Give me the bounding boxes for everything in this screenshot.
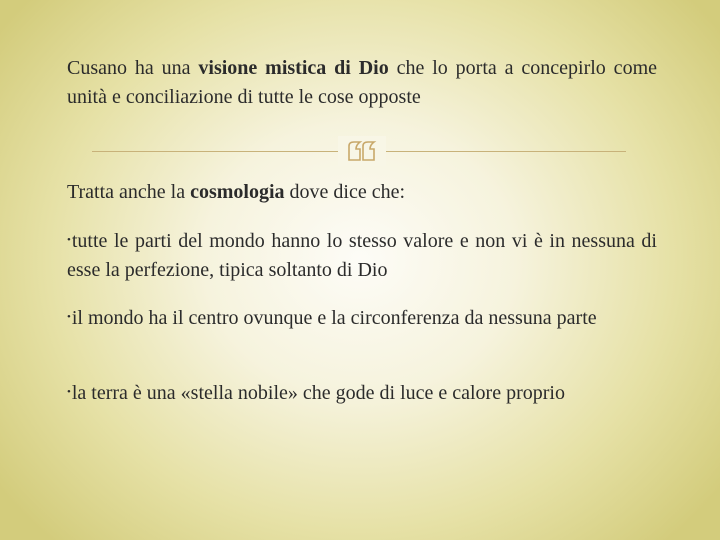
cosmology-text-prefix: Tratta anche la <box>67 181 191 203</box>
bullet-item <box>67 378 657 408</box>
bullet-text: il mondo ha il centro ovunque e la circonferenza da nessuna parte <box>71 307 597 329</box>
intro-text-prefix: Cusano ha una <box>67 57 199 79</box>
cosmology-text-suffix: dove dice che: <box>284 181 406 203</box>
intro-text-bold: visione mistica di Dio <box>198 57 389 79</box>
bullet-text: la terra è una «stella nobile» che gode di luce e calore proprio <box>71 382 565 404</box>
bullet-item <box>67 226 657 285</box>
intro-text-suffix: che lo porta a concepirlo come unità e conciliazione di tutte le cose opposte <box>67 57 657 108</box>
intro-paragraph <box>67 54 657 112</box>
cosmology-intro <box>67 178 657 207</box>
bullet-marker: • <box>67 311 71 323</box>
bullet-item <box>67 303 657 333</box>
quote-icon <box>338 136 386 166</box>
bullet-marker: • <box>67 386 71 398</box>
bullet-marker: • <box>67 234 71 246</box>
bullet-text: tutte le parti del mondo hanno lo stesso valore e non vi è in nessuna di esse la perfezione, tipica soltanto di Dio <box>67 230 657 281</box>
cosmology-text-bold: cosmologia <box>190 181 285 203</box>
